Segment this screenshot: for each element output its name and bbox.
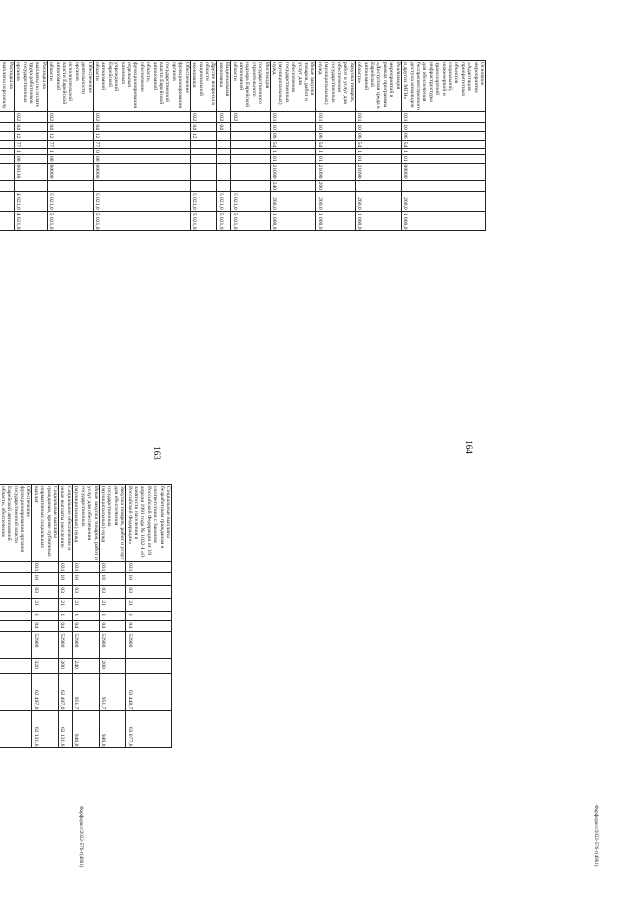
- row-value-2: 1 000,0: [316, 211, 355, 231]
- left-budget-table: [0, 484, 172, 748]
- row-value-1: 951,7: [99, 674, 126, 711]
- left-page-number: 163: [151, 446, 162, 460]
- row-code: 21090: [270, 163, 316, 180]
- row-value-1: 4 621,0: [14, 191, 47, 211]
- table-row: [401, 61, 485, 231]
- row-vr: 240: [270, 180, 316, 191]
- row-vr: [401, 180, 485, 191]
- row-rz: 04: [93, 123, 190, 132]
- row-b: 04: [99, 621, 126, 632]
- row-pr: [0, 586, 32, 599]
- row-gr: 031: [99, 562, 126, 573]
- row-b: 01: [316, 154, 355, 163]
- row-value-2: 5 021,0: [47, 211, 93, 231]
- row-st: [0, 599, 32, 612]
- row-rz: 10: [126, 573, 172, 586]
- row-name: Обеспечение деятельности органов исполнительной власти Еврейской автономной области: [47, 61, 93, 112]
- row-name: Реализация мероприятий в рамках программы «Доступная среда в Еврейской автономной области»: [355, 61, 401, 112]
- row-pr: 03: [126, 586, 172, 599]
- row-a: 1: [126, 612, 172, 621]
- row-code: 00000: [93, 163, 190, 180]
- row-value-2: 1 000,0: [401, 211, 485, 231]
- row-name: Социальное обеспечение и иные выплаты населению: [59, 485, 73, 562]
- row-code: 21090: [355, 163, 401, 180]
- row-code: 00000: [47, 163, 93, 180]
- row-a: 1: [270, 149, 316, 155]
- row-a: 1: [316, 149, 355, 155]
- row-pr: 12: [47, 131, 93, 140]
- row-gr: 031: [32, 562, 59, 573]
- row-pr: [217, 131, 231, 140]
- row-code: [0, 632, 32, 659]
- row-rz: 04: [190, 123, 217, 132]
- row-st: 54: [401, 140, 485, 149]
- row-value-2: [0, 211, 14, 231]
- row-a: 1: [32, 612, 59, 621]
- row-value-2: 946,0: [72, 711, 99, 748]
- row-a: 1: [47, 149, 93, 155]
- row-value-1: 63 448,7: [126, 674, 172, 711]
- row-rz: 10: [32, 573, 59, 586]
- row-name: Национальная экономика: [217, 61, 231, 112]
- row-code: 52900: [126, 632, 172, 659]
- row-st: 77: [14, 140, 47, 149]
- row-vr: [47, 180, 93, 191]
- row-b: 01: [355, 154, 401, 163]
- row-gr: [0, 111, 14, 122]
- row-value-2: 1 000,0: [270, 211, 316, 231]
- table-row: [316, 61, 355, 231]
- row-value-2: 946,0: [99, 711, 126, 748]
- row-a: 1: [99, 612, 126, 621]
- row-pr: 06: [355, 131, 401, 140]
- row-vr: 240: [72, 659, 99, 674]
- left-footer: Фарфорвсг/2022-576-т(4961): [78, 806, 83, 868]
- row-gr: 031: [355, 111, 401, 122]
- row-gr: 032: [231, 111, 270, 122]
- row-vr: [126, 659, 172, 674]
- row-pr: [0, 131, 14, 140]
- row-gr: 032: [217, 111, 231, 122]
- row-name: Другие вопросы в области национальной экономики: [190, 61, 217, 112]
- row-gr: 031: [401, 111, 485, 122]
- row-vr: 200: [99, 659, 126, 674]
- row-value-2: 5 021,0: [190, 211, 217, 231]
- row-code: 52900: [32, 632, 59, 659]
- row-st: 77: [93, 140, 190, 149]
- row-b: 01: [270, 154, 316, 163]
- row-gr: [0, 562, 32, 573]
- row-value-1: 5 021,0: [190, 191, 217, 211]
- row-pr: [231, 131, 270, 140]
- row-gr: 031: [316, 111, 355, 122]
- row-value-1: 62 497,0: [32, 674, 59, 711]
- row-name: Основное мероприятие «Адаптация приоритетных объектов социальной, инженерной и транспортной инфраструктуры для обеспечения беспрепятственного доступа инвалидов и других МГН»: [402, 62, 485, 110]
- row-gr: 031: [270, 111, 316, 122]
- row-gr: 032: [14, 111, 47, 122]
- row-pr: 12: [14, 131, 47, 140]
- table-row: [0, 485, 32, 748]
- row-name: Иные закупки товаров, работ и услуг для обеспечения государственных (муниципальных) нужд: [270, 61, 316, 112]
- row-b: 00: [47, 154, 93, 163]
- right-page-number: 164: [463, 440, 474, 454]
- row-st: 21: [99, 599, 126, 612]
- row-b: 04: [72, 621, 99, 632]
- row-name: Расходы на выплаты персоналу: [0, 61, 14, 112]
- row-b: [217, 154, 231, 163]
- row-rz: [0, 123, 14, 132]
- row-name: Обеспечение функционирования органов государственной власти Еврейской автономной области, обеспечение функционирования отдельных казенных учреждений Еврейской автономной области: [93, 61, 190, 112]
- row-b: 00: [14, 154, 47, 163]
- table-row: [270, 61, 316, 231]
- row-code: [190, 163, 217, 180]
- row-rz: 04: [47, 123, 93, 132]
- row-b: [0, 621, 32, 632]
- row-name: Социальные выплаты гражданам, кроме публичных нормативных социальных выплат: [32, 485, 59, 562]
- row-a: 1: [401, 149, 485, 155]
- row-st: 21: [59, 599, 73, 612]
- row-a: 1: [355, 149, 401, 155]
- right-budget-table: [0, 60, 486, 231]
- row-value-2: 5 021,0: [217, 211, 231, 231]
- row-value-2: 5 021,0: [231, 211, 270, 231]
- row-value-2: 5 021,0: [93, 211, 190, 231]
- table-row: [47, 61, 93, 231]
- row-gr: 031: [59, 562, 73, 573]
- row-code: 00110: [14, 163, 47, 180]
- row-pr: 06: [316, 131, 355, 140]
- row-pr: 03: [72, 586, 99, 599]
- row-gr: 031: [126, 562, 172, 573]
- row-pr: 12: [93, 131, 190, 140]
- row-code: 52900: [59, 632, 73, 659]
- row-st: [0, 140, 14, 149]
- row-pr: 12: [190, 131, 217, 140]
- row-value-1: 260,0: [401, 191, 485, 211]
- row-st: [231, 140, 270, 149]
- table-row: [355, 61, 401, 231]
- row-name: Закупка товаров, работ и услуг для обеспечения государственных (муниципальных) нужд: [99, 486, 126, 560]
- right-table: [0, 60, 486, 231]
- left-table: [0, 484, 172, 748]
- row-pr: 03: [99, 586, 126, 599]
- row-gr: 032: [47, 111, 93, 122]
- row-rz: 10: [99, 573, 126, 586]
- row-code: 00000: [401, 163, 485, 180]
- row-pr: 06: [401, 131, 485, 140]
- table-row: [32, 485, 59, 748]
- row-a: 0: [93, 149, 190, 155]
- row-value-1: 5 021,0: [217, 191, 231, 211]
- table-row: [59, 485, 73, 748]
- right-footer: Фарфорвсг/2022-576-т(4961): [593, 805, 598, 867]
- row-pr: 03: [32, 586, 59, 599]
- row-gr: 032: [93, 111, 190, 122]
- row-rz: [231, 123, 270, 132]
- row-a: 1: [59, 612, 73, 621]
- row-b: [231, 154, 270, 163]
- row-a: 1: [14, 149, 47, 155]
- row-rz: 10: [401, 123, 485, 132]
- table-row: [72, 485, 99, 748]
- row-st: 54: [355, 140, 401, 149]
- row-st: [217, 140, 231, 149]
- row-code: 52900: [99, 632, 126, 659]
- row-value-2: 62 131,6: [32, 711, 59, 748]
- row-value-1: 951,7: [72, 674, 99, 711]
- row-pr: 03: [59, 586, 73, 599]
- row-code: 21090: [316, 163, 355, 180]
- row-st: 77: [47, 140, 93, 149]
- row-b: [0, 154, 14, 163]
- row-vr: [190, 180, 217, 191]
- row-vr: 300: [59, 659, 73, 674]
- row-vr: [0, 180, 14, 191]
- row-b: 04: [32, 621, 59, 632]
- row-rz: 10: [355, 123, 401, 132]
- row-value-1: 260,0: [270, 191, 316, 211]
- row-code: [217, 163, 231, 180]
- row-code: 52900: [72, 632, 99, 659]
- table-row: [99, 485, 126, 748]
- row-value-1: [0, 674, 32, 711]
- row-b: 01: [401, 154, 485, 163]
- row-st: 54: [270, 140, 316, 149]
- table-row: [0, 61, 14, 231]
- row-vr: [231, 180, 270, 191]
- row-rz: 10: [72, 573, 99, 586]
- row-st: 21: [72, 599, 99, 612]
- row-st: 21: [126, 599, 172, 612]
- row-gr: 031: [72, 562, 99, 573]
- row-rz: 04: [14, 123, 47, 132]
- row-pr: 06: [270, 131, 316, 140]
- row-value-2: 4 621,0: [14, 211, 47, 231]
- table-row: [14, 61, 47, 231]
- row-name: Иные закупки товаров, работ и услуг для обеспечения государственных (муниципальных) нужд: [73, 486, 99, 560]
- row-name: Закупка товаров, работ и услуг для обеспечения государственных (муниципальных) нужд: [316, 61, 355, 112]
- row-vr: 200: [316, 180, 355, 191]
- row-vr: [93, 180, 190, 191]
- row-name: Обеспечение функционирования органов государственной власти Еврейской автономной области, обеспечение: [0, 485, 32, 562]
- row-a: 1: [72, 612, 99, 621]
- row-name: Инспекция государственного строительного надзора Еврейской автономной области: [231, 61, 270, 112]
- row-value-1: 260,0: [316, 191, 355, 211]
- row-vr: 320: [32, 659, 59, 674]
- table-row: [231, 61, 270, 231]
- row-b: 00: [93, 154, 190, 163]
- row-b: [190, 154, 217, 163]
- row-rz: [0, 573, 32, 586]
- row-value-1: 5 021,0: [47, 191, 93, 211]
- row-vr: [0, 659, 32, 674]
- table-row: [190, 61, 217, 231]
- row-value-1: [0, 191, 14, 211]
- row-value-2: 62 131,6: [59, 711, 73, 748]
- row-vr: [355, 180, 401, 191]
- row-rz: 10: [270, 123, 316, 132]
- row-rz: 10: [316, 123, 355, 132]
- row-a: [0, 612, 32, 621]
- row-value-1: 62 497,0: [59, 674, 73, 711]
- table-row: [126, 485, 172, 748]
- row-rz: 10: [59, 573, 73, 586]
- row-st: [190, 140, 217, 149]
- row-rz: 04: [217, 123, 231, 132]
- row-value-2: [0, 711, 32, 748]
- row-value-1: 5 021,0: [231, 191, 270, 211]
- row-value-2: 63 077,6: [126, 711, 172, 748]
- row-value-2: 1 000,0: [355, 211, 401, 231]
- row-value-1: 260,0: [355, 191, 401, 211]
- row-gr: 032: [190, 111, 217, 122]
- row-b: 04: [59, 621, 73, 632]
- table-row: [93, 61, 190, 231]
- row-code: [231, 163, 270, 180]
- row-vr: [14, 180, 47, 191]
- table-row: [217, 61, 231, 231]
- row-code: [0, 163, 14, 180]
- row-st: 54: [316, 140, 355, 149]
- row-vr: [217, 180, 231, 191]
- row-value-1: 5 021,0: [93, 191, 190, 211]
- row-b: 04: [126, 621, 172, 632]
- row-name: Расходы на выплаты по оплате труда работников государственных органов: [14, 61, 47, 112]
- row-name: Социальные выплаты безработным гражданам в соответствии с Законом Российской Федерации от 19 апреля 1991 года № 1032-I «О занятости населения в Российской Федерации»: [126, 485, 172, 562]
- row-st: 21: [32, 599, 59, 612]
